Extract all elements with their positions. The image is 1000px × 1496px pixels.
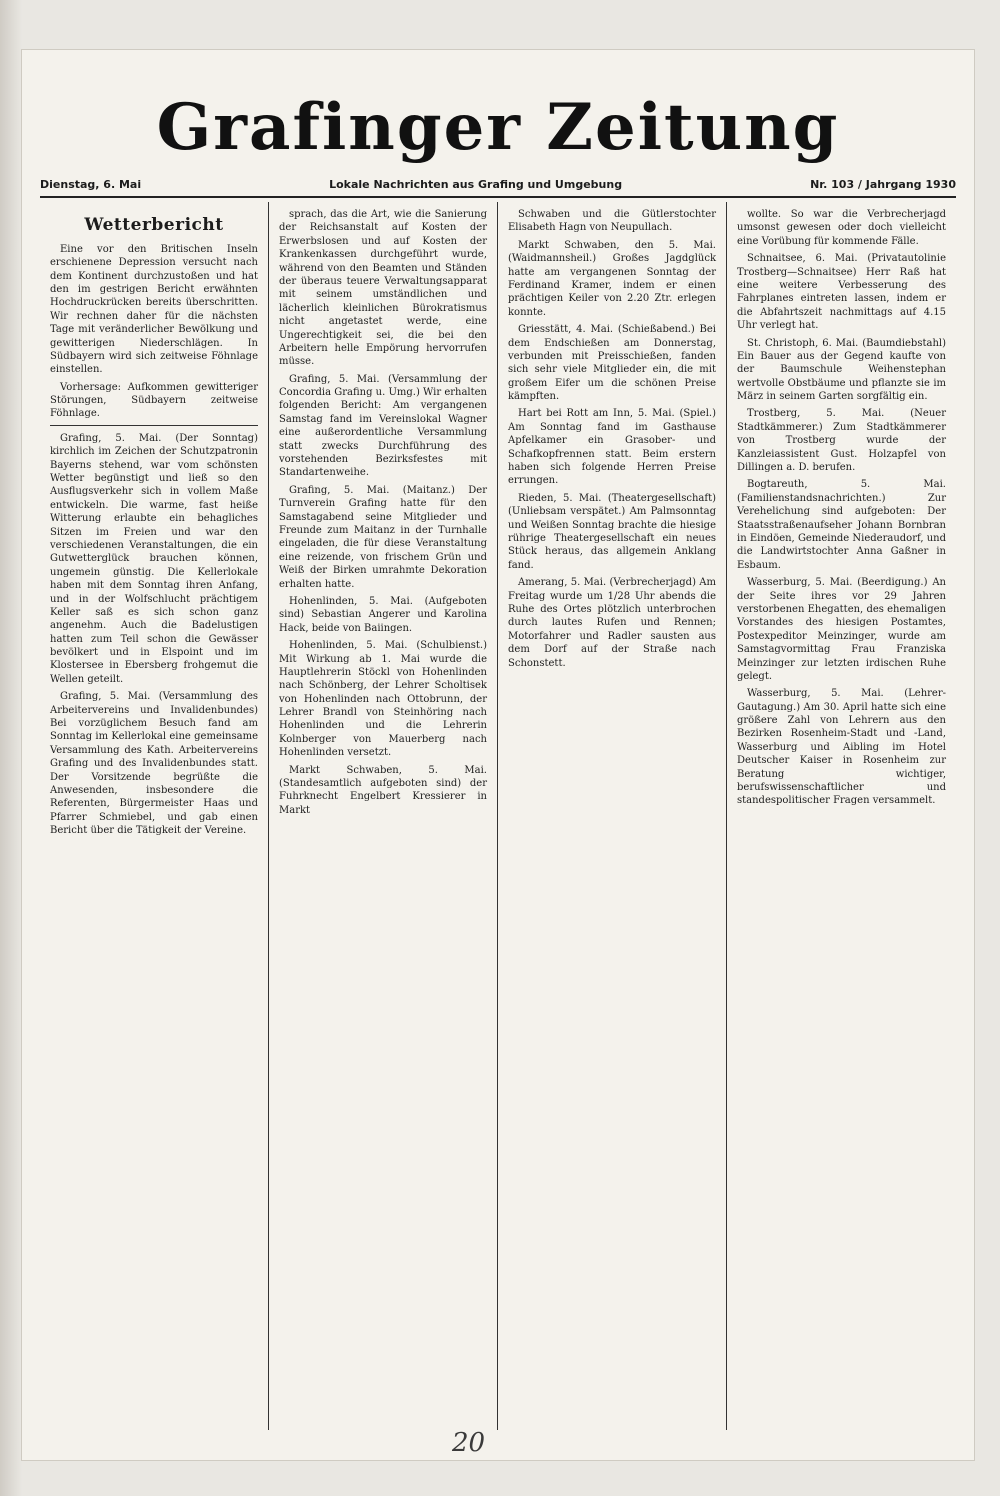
issue-date: Dienstag, 6. Mai — [40, 178, 142, 191]
weather-forecast: Vorhersage: Aufkommen gewitteriger Störungen, Südbayern zeitweise Föhnlage. — [50, 381, 258, 420]
article-paragraph: Amerang, 5. Mai. (Verbrecherjagd) Am Freitag wurde um 1/28 Uhr abends die Ruhe des Ortes plötzlich unterbrochen durch lautes Rufen und Rennen; Motorfahrer und Radler sausten aus dem Dorf auf der Straße nach Schonstett. — [508, 577, 716, 669]
weather-heading: Wetterbericht — [84, 215, 224, 235]
article-paragraph: Hohenlinden, 5. Mai. (Schulbienst.) Mit Wirkung ab 1. Mai wurde die Hauptlehrerin Stöckl von Hohenlinden nach Schönberg, der Lehrer Scholtisek von Hohenlinden nach Ottobrunn, der Lehrer Brandl von Steinhöring nach Hohenlinden und die Lehrerin Kolnberger von Mauerberg nach Hohenlinden versetzt. — [279, 640, 487, 759]
article-paragraph: Hart bei Rott am Inn, 5. Mai. (Spiel.) Am Sonntag fand im Gasthause Apfelkamer ein Grasober- und Schafkopfrennen statt. Beim erstern haben sich folgende Herren Preise errungen. — [508, 408, 716, 487]
masthead-rule — [40, 196, 956, 198]
column-1 — [40, 202, 269, 1430]
issue-number: Nr. 103 / Jahrgang 1930 — [810, 178, 956, 191]
article-paragraph: Schwaben und die Gütlerstochter Elisabeth Hagn von Neupullach. — [508, 209, 716, 234]
article-paragraph: Markt Schwaben, 5. Mai. (Standesamtlich aufgeboten sind) der Fuhrknecht Engelbert Kressierer in Markt — [279, 764, 487, 816]
scan-edge — [0, 0, 22, 1496]
article-paragraph: wollte. So war die Verbrecherjagd umsonst gewesen oder doch vielleicht eine Vorübung für kommende Fälle. — [737, 209, 946, 247]
article-paragraph: Grafing, 5. Mai. (Versammlung der Concordia Grafing u. Umg.) Wir erhalten folgenden Bericht: Am vergangenen Samstag fand im Vereinslokal Wagner eine außerordentliche Versammlung statt zwecks Durchführung des vorstehenden Bezirksfestes mit Standartenweihe. — [279, 373, 487, 479]
article-paragraph: Schnaitsee, 6. Mai. (Privatautolinie Trostberg—Schnaitsee) Herr Raß hat eine weitere Verbesserung des Fahrplanes eintreten lassen, indem er die Abfahrtszeit nachmittags auf 4.15 Uhr verlegt hat. — [737, 253, 946, 332]
article-paragraph: Hohenlinden, 5. Mai. (Aufgeboten sind) Sebastian Angerer und Karolina Hack, beide von Baiingen. — [279, 595, 487, 634]
article-paragraph: Wasserburg, 5. Mai. (Beerdigung.) An der Seite ihres vor 29 Jahren verstorbenen Ehegatten, des ehemaligen Vorstandes des hiesigen Postamtes, Postexpeditor Meinzinger, wurde am Samstagvormittag Frau Franziska Meinzinger zur letzten irdischen Ruhe gelegt. — [737, 577, 946, 682]
weather-divider — [50, 425, 258, 426]
article-paragraph: sprach, das die Art, wie die Sanierung der Reichsanstalt auf Kosten der Erwerbslosen und auf Kosten der Krankenkassen durchgeführt wurde, während von den Beamten und Ständen der überaus teuere Verwaltungsapparat mit seinem umständlichen und lächerlich kleinlichen Bürokratismus nicht angetastet werde, eine Ungerechtigkeit sei, die bei den Arbeitern helle Empörung hervorrufen müsse. — [279, 209, 487, 368]
article-paragraph: Wasserburg, 5. Mai. (Lehrer-Gautagung.) Am 30. April hatte sich eine größere Zahl von Lehrern aus den Bezirken Rosenheim-Stadt und -Land, Wasserburg und Aibling im Hotel Deutscher Kaiser in Rosenheim zur Beratung wichtiger, berufswissenschaftlicher und standespolitischer Fragen versammelt. — [737, 688, 946, 807]
article-paragraph: Markt Schwaben, den 5. Mai. (Waidmannsheil.) Großes Jagdglück hatte am vergangenen Sonntag der Ferdinand Kramer, indem er einen prächtigen Keiler von 2.20 Ztr. erlegen konnte. — [508, 239, 716, 318]
article-columns — [40, 202, 956, 1430]
column-2 — [269, 202, 498, 1430]
newspaper-page — [22, 50, 974, 1460]
column-4 — [727, 202, 956, 1430]
article-paragraph: Grafing, 5. Mai. (Versammlung des Arbeitervereins und Invalidenbundes) Bei vorzüglichem Besuch fand am Sonntag im Kellerlokal eine gemeinsame Versammlung des Kath. Arbeitervereins Grafing und des Invalidenbundes statt. Der Vorsitzende begrüßte die Anwesenden, insbesondere die Referenten, Bürgermeister Haas und Pfarrer Schmiebel, und gab einen Bericht über die Tätigkeit der Vereine. — [50, 691, 258, 837]
masthead-subtitle: Lokale Nachrichten aus Grafing und Umgebung — [329, 178, 623, 191]
article-paragraph: St. Christoph, 6. Mai. (Baumdiebstahl) Ein Bauer aus der Gegend kaufte von der Baumschule Weihenstephan wertvolle Obstbäume und pflanzte sie im März in seinem Garten sorgfältig ein. — [737, 337, 946, 403]
article-paragraph: Rieden, 5. Mai. (Theatergesellschaft) (Unliebsam verspätet.) Am Palmsonntag und Weißen Sonntag brachte die hiesige rührige Theatergesellschaft ein neues Stück heraus, das allgemein Anklang fand. — [508, 492, 716, 571]
article-paragraph: Grafing, 5. Mai. (Maitanz.) Der Turnverein Grafing hatte für den Samstagabend seine Mitglieder und Freunde zum Maitanz in der Turnhalle eingeladen, die für diese Veranstaltung eine reizende, von frischem Grün und Weiß der Birken umrahmte Dekoration erhalten hatte. — [279, 484, 487, 590]
article-paragraph: Trostberg, 5. Mai. (Neuer Stadtkämmerer.) Zum Stadtkämmerer von Trostberg wurde der Kanzleiassistent Gust. Holzapfel von Dillingen a. D. berufen. — [737, 408, 946, 474]
article-paragraph: Bogtareuth, 5. Mai. (Familienstandsnachrichten.) Zur Verehelichung sind aufgeboten: Der Staatsstraßenaufseher Johann Bornbran in Eindöen, Gemeinde Niederaudorf, und die Landwirtstochter Anna Gaßner in Esbaum. — [737, 479, 946, 571]
article-paragraph: Griesstätt, 4. Mai. (Schießabend.) Bei dem Endschießen am Donnerstag, verbunden mit Preisschießen, fanden sich sehr viele Mitglieder ein, die mit großem Eifer um die schönen Preise kämpften. — [508, 324, 716, 403]
handwritten-page-number: 20 — [452, 1428, 486, 1458]
dateline — [40, 178, 956, 191]
article-paragraph: Grafing, 5. Mai. (Der Sonntag) kirchlich im Zeichen der Schutzpatronin Bayerns stehend, war vom schönsten Wetter begünstigt und ließ so den Ausflugsverkehr sich in vollem Maße entwickeln. Die warme, fast heiße Witterung erlaubte ein behagliches Sitzen im Freien und war den verschiedenen Veranstaltungen, die ein Gutwetterglück brauchen können, ungemein günstig. Die Kellerlokale haben mit dem Sonntag ihren Anfang, und in der Wolfschlucht prächtigem Keller saß es sich schon ganz angenehm. Auch die Badelustigen hatten zum Teil schon die Gewässer bevölkert und in Elspoint und im Klostersee in Ebersberg frohgemut die Wellen geteilt. — [50, 432, 258, 685]
masthead-title: Grafinger Zeitung — [156, 90, 840, 165]
column-3 — [498, 202, 727, 1430]
weather-text: Eine vor den Britischen Inseln erschienene Depression versucht nach dem Kontinent durchzustoßen und hat den im gestrigen Bericht erwähnten Hochdruckrücken bereits überschritten. Wir rechnen daher für die nächsten Tage mit veränderlicher Bewölkung und gewitterigen Niederschlägen. In Südbayern wird sich zeitweise Föhnlage einstellen. — [50, 243, 258, 376]
